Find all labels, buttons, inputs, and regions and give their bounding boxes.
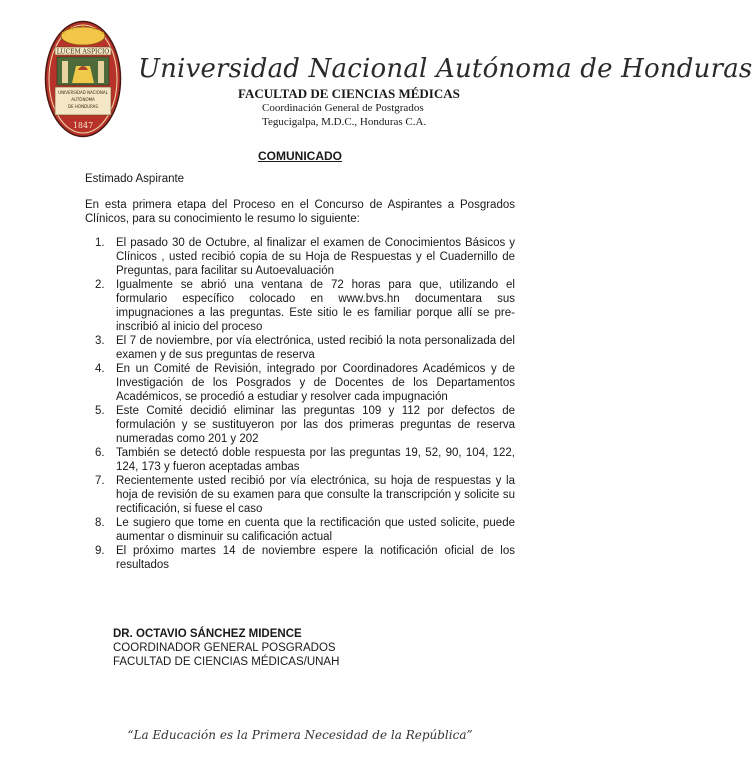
signer-role: COORDINADOR GENERAL POSGRADOS bbox=[113, 642, 336, 654]
list-item: 3. El 7 de noviembre, por vía electrónica, usted recibió la nota personalizada del examen y de sus preguntas de reserva bbox=[95, 335, 515, 361]
document-title: COMUNICADO bbox=[258, 149, 342, 163]
signer-name: DR. OCTAVIO SÁNCHEZ MIDENCE bbox=[113, 628, 302, 640]
seal-line-3: DE HONDURAS bbox=[68, 104, 98, 109]
footer-motto: “La Educación es la Primera Necesidad de la República” bbox=[127, 728, 473, 742]
list-item: 1. El pasado 30 de Octubre, al finalizar el examen de Conocimientos Básicos y Clínicos , usted recibió copia de su Hoja de Respuestas y el Cuadernillo de Preguntas, para facilitar su Autoevaluación bbox=[95, 237, 515, 277]
seal-line-1: UNIVERSIDAD NACIONAL bbox=[58, 90, 108, 95]
list-item: 4. En un Comité de Revisión, integrado por Coordinadores Académicos y de Investigación de los Posgrados y de Docentes de los Departamentos Académicos, se procedió a estudiar y resolver cada impugnación bbox=[95, 363, 515, 403]
seal-year: 1847 bbox=[72, 121, 94, 130]
seal-line-2: AUTÓNOMA bbox=[71, 97, 95, 102]
university-name: Universidad Nacional Autónoma de Honduras bbox=[138, 54, 752, 84]
seal-motto-text: LUCEM ASPICIO bbox=[56, 48, 110, 56]
faculty-name: FACULTAD DE CIENCIAS MÉDICAS bbox=[238, 86, 460, 101]
greeting: Estimado Aspirante bbox=[85, 173, 185, 185]
list-item: 6. También se detectó doble respuesta por las preguntas 19, 52, 90, 104, 122, 124, 173 y fueron aceptadas ambas bbox=[95, 447, 515, 473]
signature-block bbox=[113, 627, 339, 669]
intro-paragraph: En esta primera etapa del Proceso en el Concurso de Aspirantes a Posgrados Clínicos, para su conocimiento le resumo lo siguiente: bbox=[85, 199, 515, 225]
list-item: 7. Recientemente usted recibió por vía electrónica, su hoja de respuestas y la hoja de revisión de su examen para que consulte la transcripción y solicite su rectificación, si fuese el caso bbox=[95, 475, 515, 515]
coordination-name: Coordinación General de Postgrados bbox=[262, 102, 424, 114]
signer-organization: FACULTAD DE CIENCIAS MÉDICAS/UNAH bbox=[113, 656, 340, 668]
city-address: Tegucigalpa, M.D.C., Honduras C.A. bbox=[262, 116, 427, 128]
list-item: 9. El próximo martes 14 de noviembre espere la notificación oficial de los resultados bbox=[95, 545, 515, 571]
list-item: 2. Igualmente se abrió una ventana de 72 horas para que, utilizando el formulario específico colocado en www.bvs.hn documentara sus impugnaciones a las preguntas. Este sitio le es familiar porque allí se pre-inscribió al inicio del proceso bbox=[95, 279, 515, 333]
list-item: 8. Le sugiero que tome en cuenta que la rectificación que usted solicite, puede aumentar o disminuir su calificación actual bbox=[95, 517, 515, 543]
numbered-list bbox=[95, 236, 515, 572]
university-seal-logo bbox=[44, 20, 122, 138]
list-item: 5. Este Comité decidió eliminar las preguntas 109 y 112 por defectos de formulación y se sustituyeron por las dos primeras preguntas de reserva numeradas como 201 y 202 bbox=[95, 405, 515, 445]
